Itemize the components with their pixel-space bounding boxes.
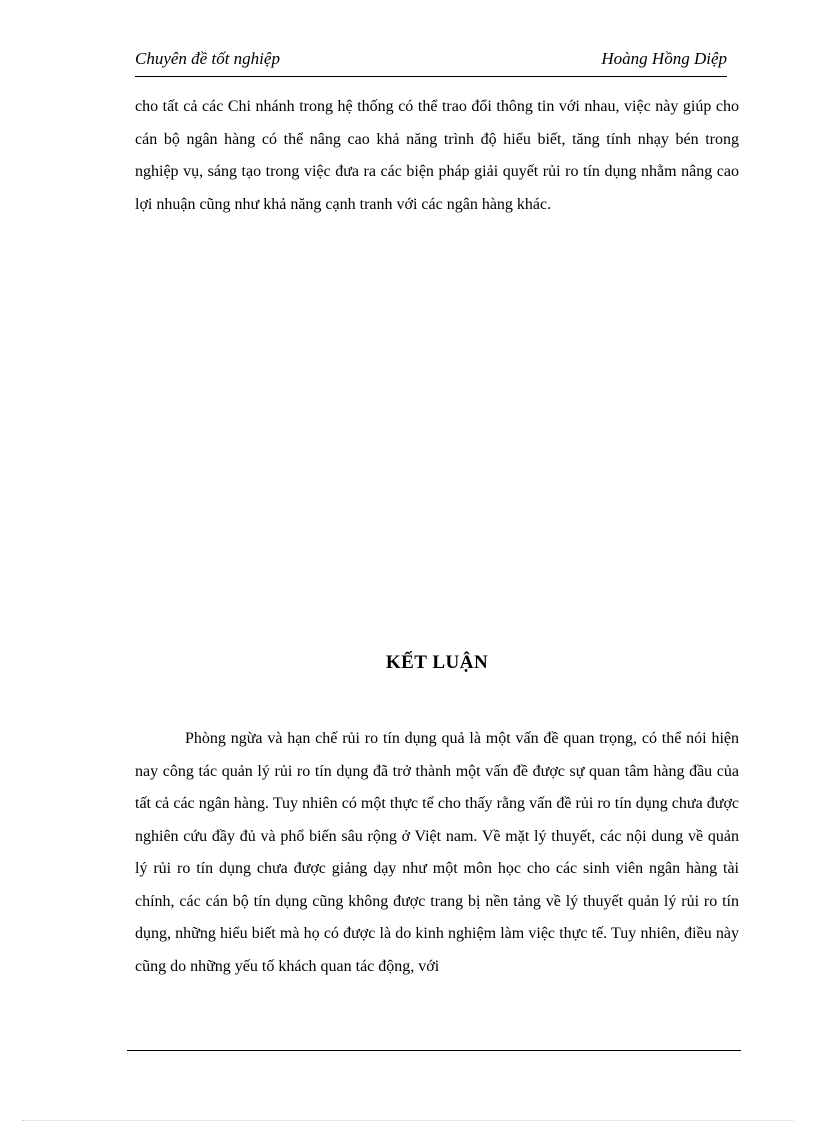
body-paragraph-continued: cho tất cả các Chi nhánh trong hệ thống có thể trao đổi thông tin với nhau, việc này giúp cho cán bộ ngân hàng có thể nâng cao khả năng trình độ hiểu biết, tăng tính nhạy bén trong nghiệp vụ, sáng tạo trong việc đưa ra các biện pháp giải quyết rủi ro tín dụng nhằm nâng cao lợi nhuận cũng như khả năng cạnh tranh với các ngân hàng khác. [135,98,739,213]
page-header [135,48,727,77]
author-name: Hoàng Hồng Diệp [601,49,727,68]
page-edge-divider [22,1120,794,1121]
document-title: Chuyên đề tốt nghiệp [135,49,280,68]
section-heading: KẾT LUẬN [385,652,489,673]
body-paragraph-conclusion: Phòng ngừa và hạn chế rủi ro tín dụng quả là một vấn đề quan trọng, có thể nói hiện nay công tác quản lý rủi ro tín dụng đã trở thành một vấn đề được sự quan tâm hàng đầu của tất cả các ngân hàng. Tuy nhiên có một thực tế cho thấy rằng vấn đề rủi ro tín dụng chưa được nghiên cứu đầy đủ và phổ biến sâu rộng ở Việt nam. Về mặt lý thuyết, các nội dung về quản lý rủi ro tín dụng chưa được giảng dạy như một môn học cho các sinh viên ngân hàng tài chính, các cán bộ tín dụng cũng không được trang bị nền tảng về lý thuyết quản lý rủi ro tín dụng, những hiểu biết mà họ có được là do kinh nghiệm làm việc thực tế. Tuy nhiên, điều này cũng do những yếu tố khách quan tác động, với [135,730,739,975]
footer-divider [127,1050,741,1051]
